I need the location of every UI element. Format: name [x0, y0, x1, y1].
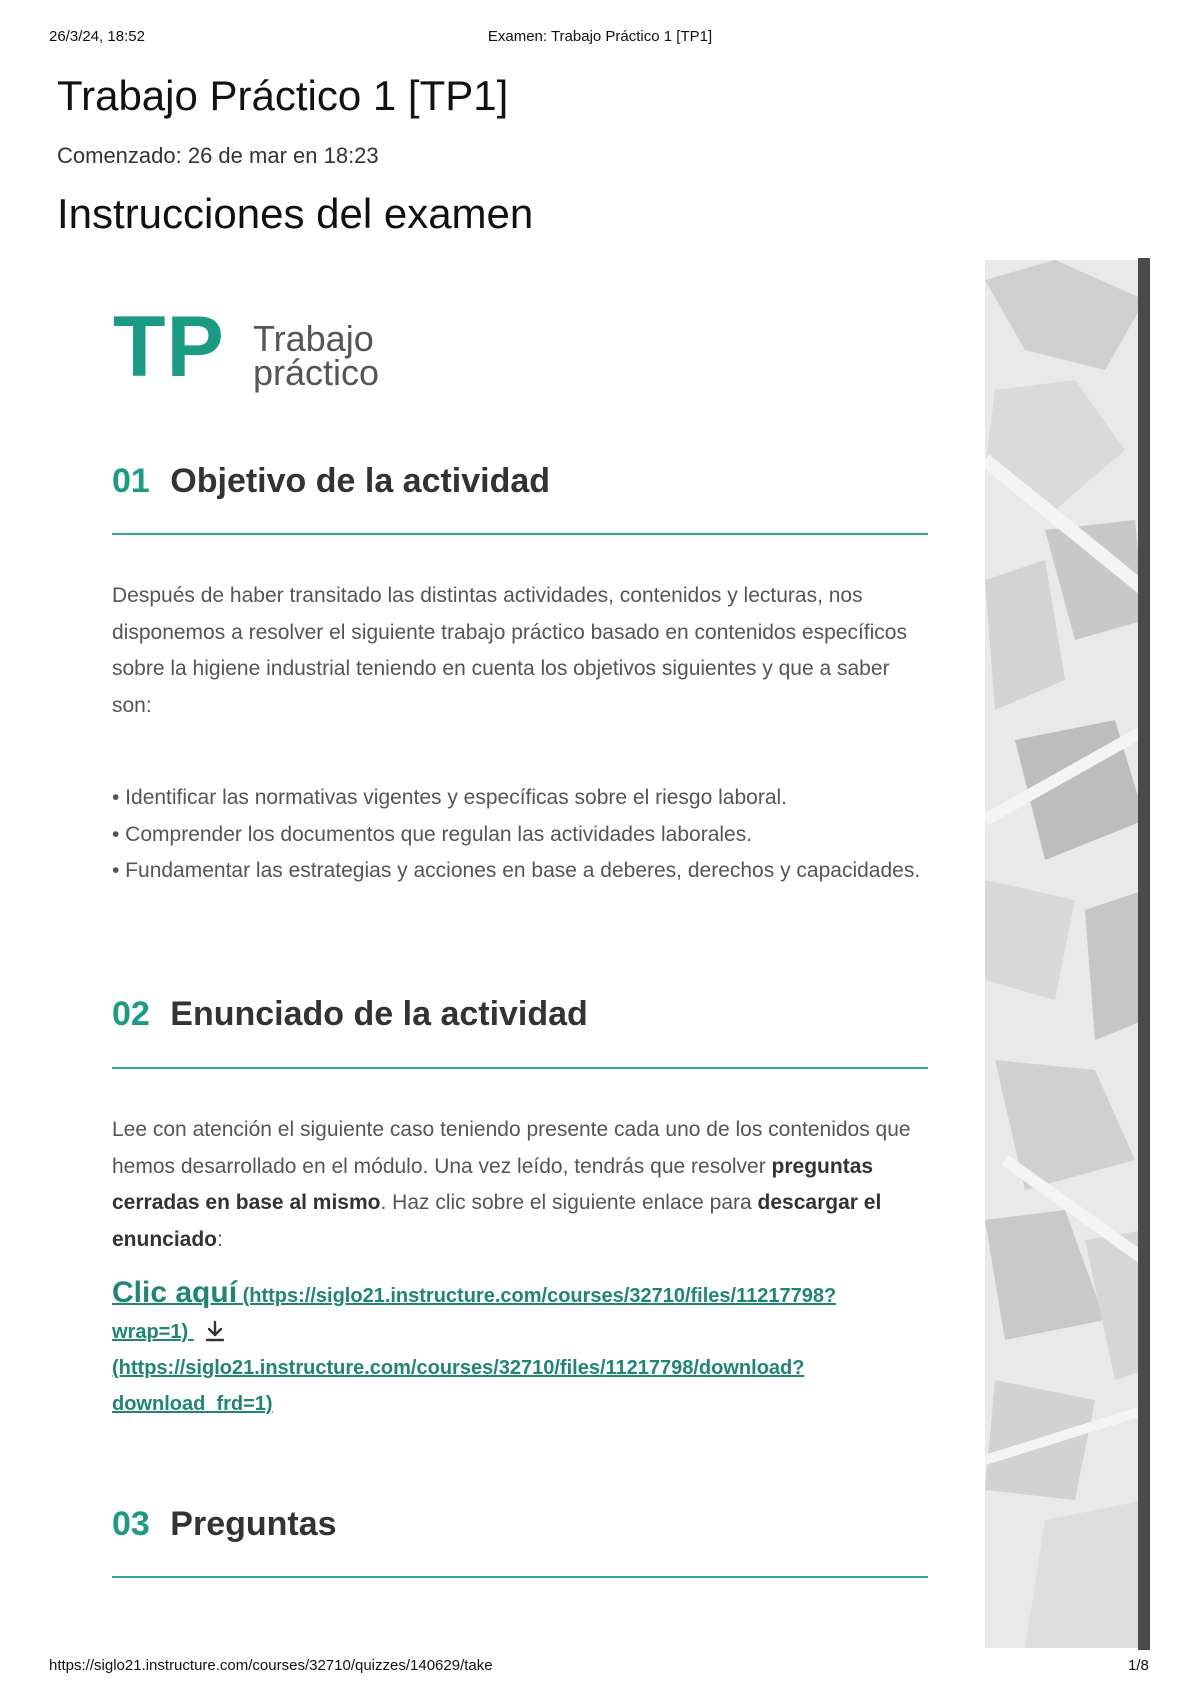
section-number: 02 [112, 995, 150, 1033]
download-link-continued[interactable] [112, 1393, 273, 1415]
download-icon[interactable] [204, 1320, 226, 1347]
print-datetime: 26/3/24, 18:52 [49, 28, 145, 45]
section-divider [112, 533, 928, 535]
instructions-title: Instrucciones del examen [57, 190, 534, 237]
download-url-text: (https://siglo21.instructure.com/courses/32710/files/11217798/download? [112, 1357, 805, 1379]
logo-word-2: práctico [253, 352, 380, 393]
section-divider [112, 1067, 928, 1069]
section-label: Objetivo de la actividad [170, 462, 551, 500]
statement-bold-text: preguntas cerradas en base al mismo [112, 1154, 874, 1214]
download-url-text: download_frd=1) [112, 1393, 273, 1415]
statement-bold-text: descargar el enunciado [112, 1191, 882, 1251]
section-divider [112, 1576, 928, 1578]
file-link-continued[interactable] [112, 1321, 194, 1343]
file-url-text: (https://siglo21.instructure.com/courses/32710/files/11217798? [237, 1285, 837, 1307]
download-links [112, 1275, 932, 1422]
objective-intro: Después de haber transitado las distintas actividades, contenidos y lecturas, nos disponemos a resolver el siguiente trabajo práctico basado en contenidos específicos sobre la higiene industrial teniendo en cuenta los objetivos siguientes y que a saber son: [112, 584, 907, 717]
bullet-item: • Comprender los documentos que regulan las actividades laborales. [112, 822, 753, 846]
section-heading-statement [112, 995, 928, 1034]
side-image-border [1138, 258, 1150, 1650]
bullet-item: • Fundamentar las estrategias y acciones en base a deberes, derechos y capacidades. [112, 859, 921, 882]
objective-bullets [112, 780, 932, 890]
file-link[interactable] [112, 1276, 837, 1309]
section-number: 01 [112, 462, 150, 500]
download-link[interactable] [112, 1357, 804, 1379]
decorative-side-image [985, 260, 1145, 1648]
statement-paragraph [112, 1112, 932, 1258]
statement-text: : [217, 1227, 223, 1251]
section-heading-questions [112, 1505, 928, 1544]
section-heading-objective [112, 462, 928, 501]
logo-word-1: Trabajo [253, 318, 374, 359]
print-url: https://siglo21.instructure.com/courses/32710/quizzes/140629/take [49, 1657, 493, 1674]
click-here-text: Clic aquí [112, 1276, 238, 1309]
statement-text: Lee con atención el siguiente caso teniendo presente cada uno de los contenidos que hemos desarrollado en el módulo. Una vez leído, tendrás que resolver [112, 1118, 911, 1178]
section-label: Enunciado de la actividad [170, 995, 588, 1033]
statement-text: . Haz clic sobre el siguiente enlace para [380, 1191, 758, 1214]
print-header [0, 28, 1200, 48]
bullet-item: • Identificar las normativas vigentes y específicas sobre el riesgo laboral. [112, 786, 788, 809]
file-url-text: wrap=1) [112, 1321, 194, 1343]
section-label: Preguntas [170, 1505, 337, 1543]
print-document-title: Examen: Trabajo Práctico 1 [TP1] [487, 28, 713, 45]
logo-letters: TP [113, 299, 225, 395]
tp-logo [113, 299, 413, 400]
page-title: Trabajo Práctico 1 [TP1] [57, 72, 509, 119]
section-number: 03 [112, 1505, 150, 1543]
started-timestamp: Comenzado: 26 de mar en 18:23 [57, 143, 379, 168]
page-number: 1/8 [1128, 1657, 1149, 1674]
